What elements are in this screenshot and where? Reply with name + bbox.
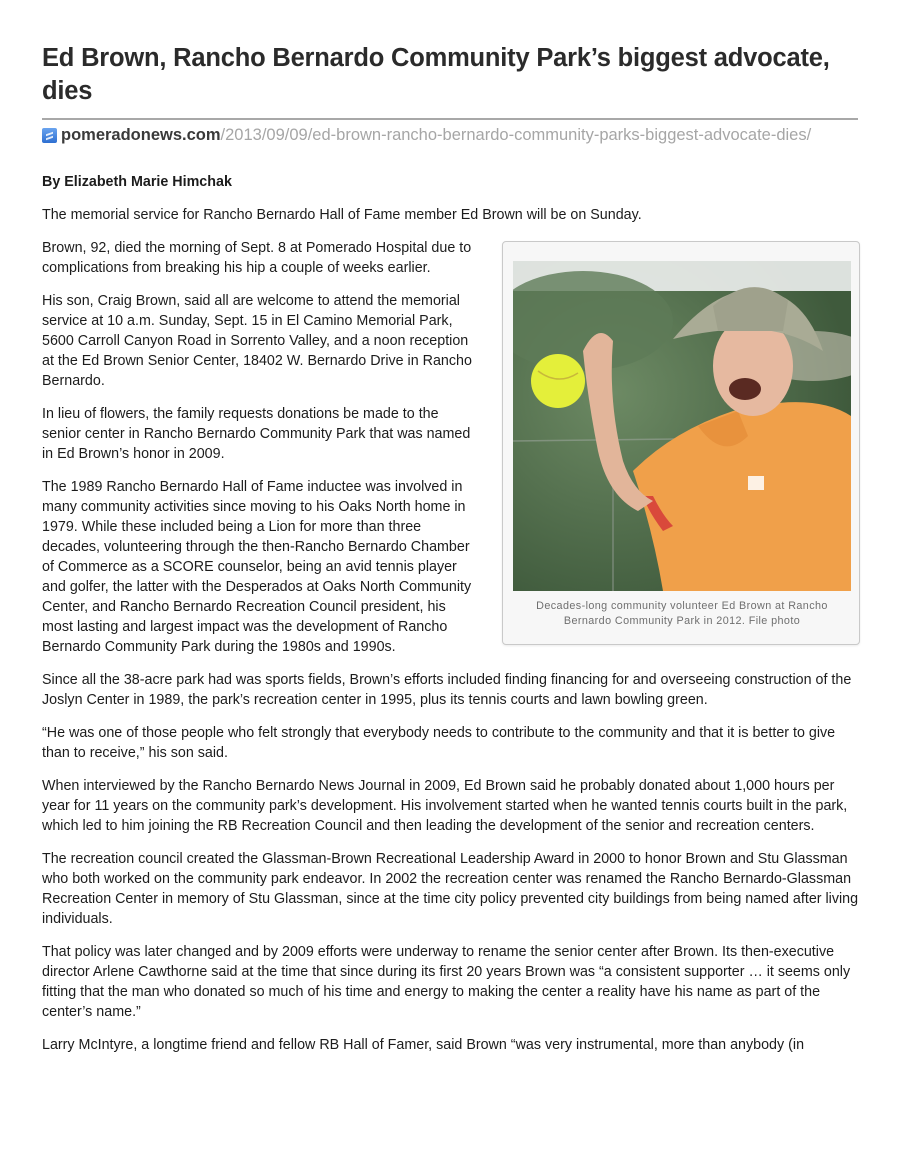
paragraph: Larry McIntyre, a longtime friend and fellow RB Hall of Famer, said Brown “was very instrumental, more than anybody (in [42, 1037, 805, 1053]
paragraph: The recreation council created the Glassman-Brown Recreational Leadership Award in 2000 to honor Brown and Stu Glassman who both worked on the community park endeavor. In 2002 the recreation center was renamed the Rancho Bernardo-Glassman Recreation Center in memory of Stu Glassman, since at the time city policy prevented city buildings from being named after living individuals. [42, 851, 859, 927]
paragraph: His son, Craig Brown, said all are welcome to attend the memorial service at 10 a.m. Sunday, Sept. 15 in El Camino Memorial Park, 5600 Carroll Canyon Road in Sorrento Valley, and a noon reception at the Ed Brown Senior Center, 18402 W. Bernardo Drive in Rancho Bernardo. [42, 293, 472, 389]
paragraph: “He was one of those people who felt strongly that everybody needs to contribute to the community and that it is better to give than to receive,” his son said. [42, 725, 836, 761]
byline: By Elizabeth Marie Himchak [42, 174, 232, 190]
paragraph: The memorial service for Rancho Bernardo Hall of Fame member Ed Brown will be on Sunday. [42, 207, 642, 223]
source-path[interactable]: /2013/09/09/ed-brown-rancho-bernardo-community-parks-biggest-advocate-dies/ [220, 125, 812, 144]
page-title: Ed Brown, Rancho Bernardo Community Park’s biggest advocate, dies [42, 44, 830, 105]
photo-figure [502, 241, 860, 645]
article-photo[interactable] [513, 261, 851, 591]
title-divider [42, 118, 858, 120]
photo-caption: Decades-long community volunteer Ed Brown at Rancho Bernardo Community Park in 2012. File photo [536, 600, 828, 627]
paragraph: In lieu of flowers, the family requests donations be made to the senior center in Rancho Bernardo Community Park that was named in Ed Brown’s honor in 2009. [42, 406, 471, 462]
article-body [42, 172, 860, 1068]
paragraph: Brown, 92, died the morning of Sept. 8 at Pomerado Hospital due to complications from breaking his hip a couple of weeks earlier. [42, 240, 472, 276]
paragraph: That policy was later changed and by 2009 efforts were underway to rename the senior center after Brown. Its then-executive director Arlene Cawthorne said at the time that since during its first 20 years Brown was “a consistent supporter … it seems only fitting that the man who donated so much of his time and energy to making the center a reality have his name as part of the center’s name.” [42, 944, 851, 1020]
source-domain[interactable]: pomeradonews.com [61, 125, 221, 144]
photo-illustration [513, 261, 851, 591]
paragraph: When interviewed by the Rancho Bernardo News Journal in 2009, Ed Brown said he probably donated about 1,000 hours per year for 11 years on the community park’s development. His involvement started when he wanted tennis courts built in the park, which led to him joining the RB Recreation Council and then leading the development of the senior and recreation centers. [42, 778, 848, 834]
paragraph: Since all the 38-acre park had was sports fields, Brown’s efforts included finding financing for and overseeing construction of the Joslyn Center in 1989, the park’s recreation center in 1995, plus its tennis courts and lawn bowling green. [42, 672, 852, 708]
pomeradonews-favicon-icon [42, 128, 57, 143]
paragraph: The 1989 Rancho Bernardo Hall of Fame inductee was involved in many community activities since moving to his Oaks North home in 1979. While these included being a Lion for more than three decades, volunteering through the then-Rancho Bernardo Chamber of Commerce as a SCORE counselor, being an avid tennis player and golfer, the latter with the Desperados at Oaks North Community Center, and Rancho Bernardo Recreation Council president, his most lasting and largest impact was the development of Rancho Bernardo Community Park during the 1980s and 1990s. [42, 479, 472, 655]
source-link[interactable] [42, 124, 811, 146]
